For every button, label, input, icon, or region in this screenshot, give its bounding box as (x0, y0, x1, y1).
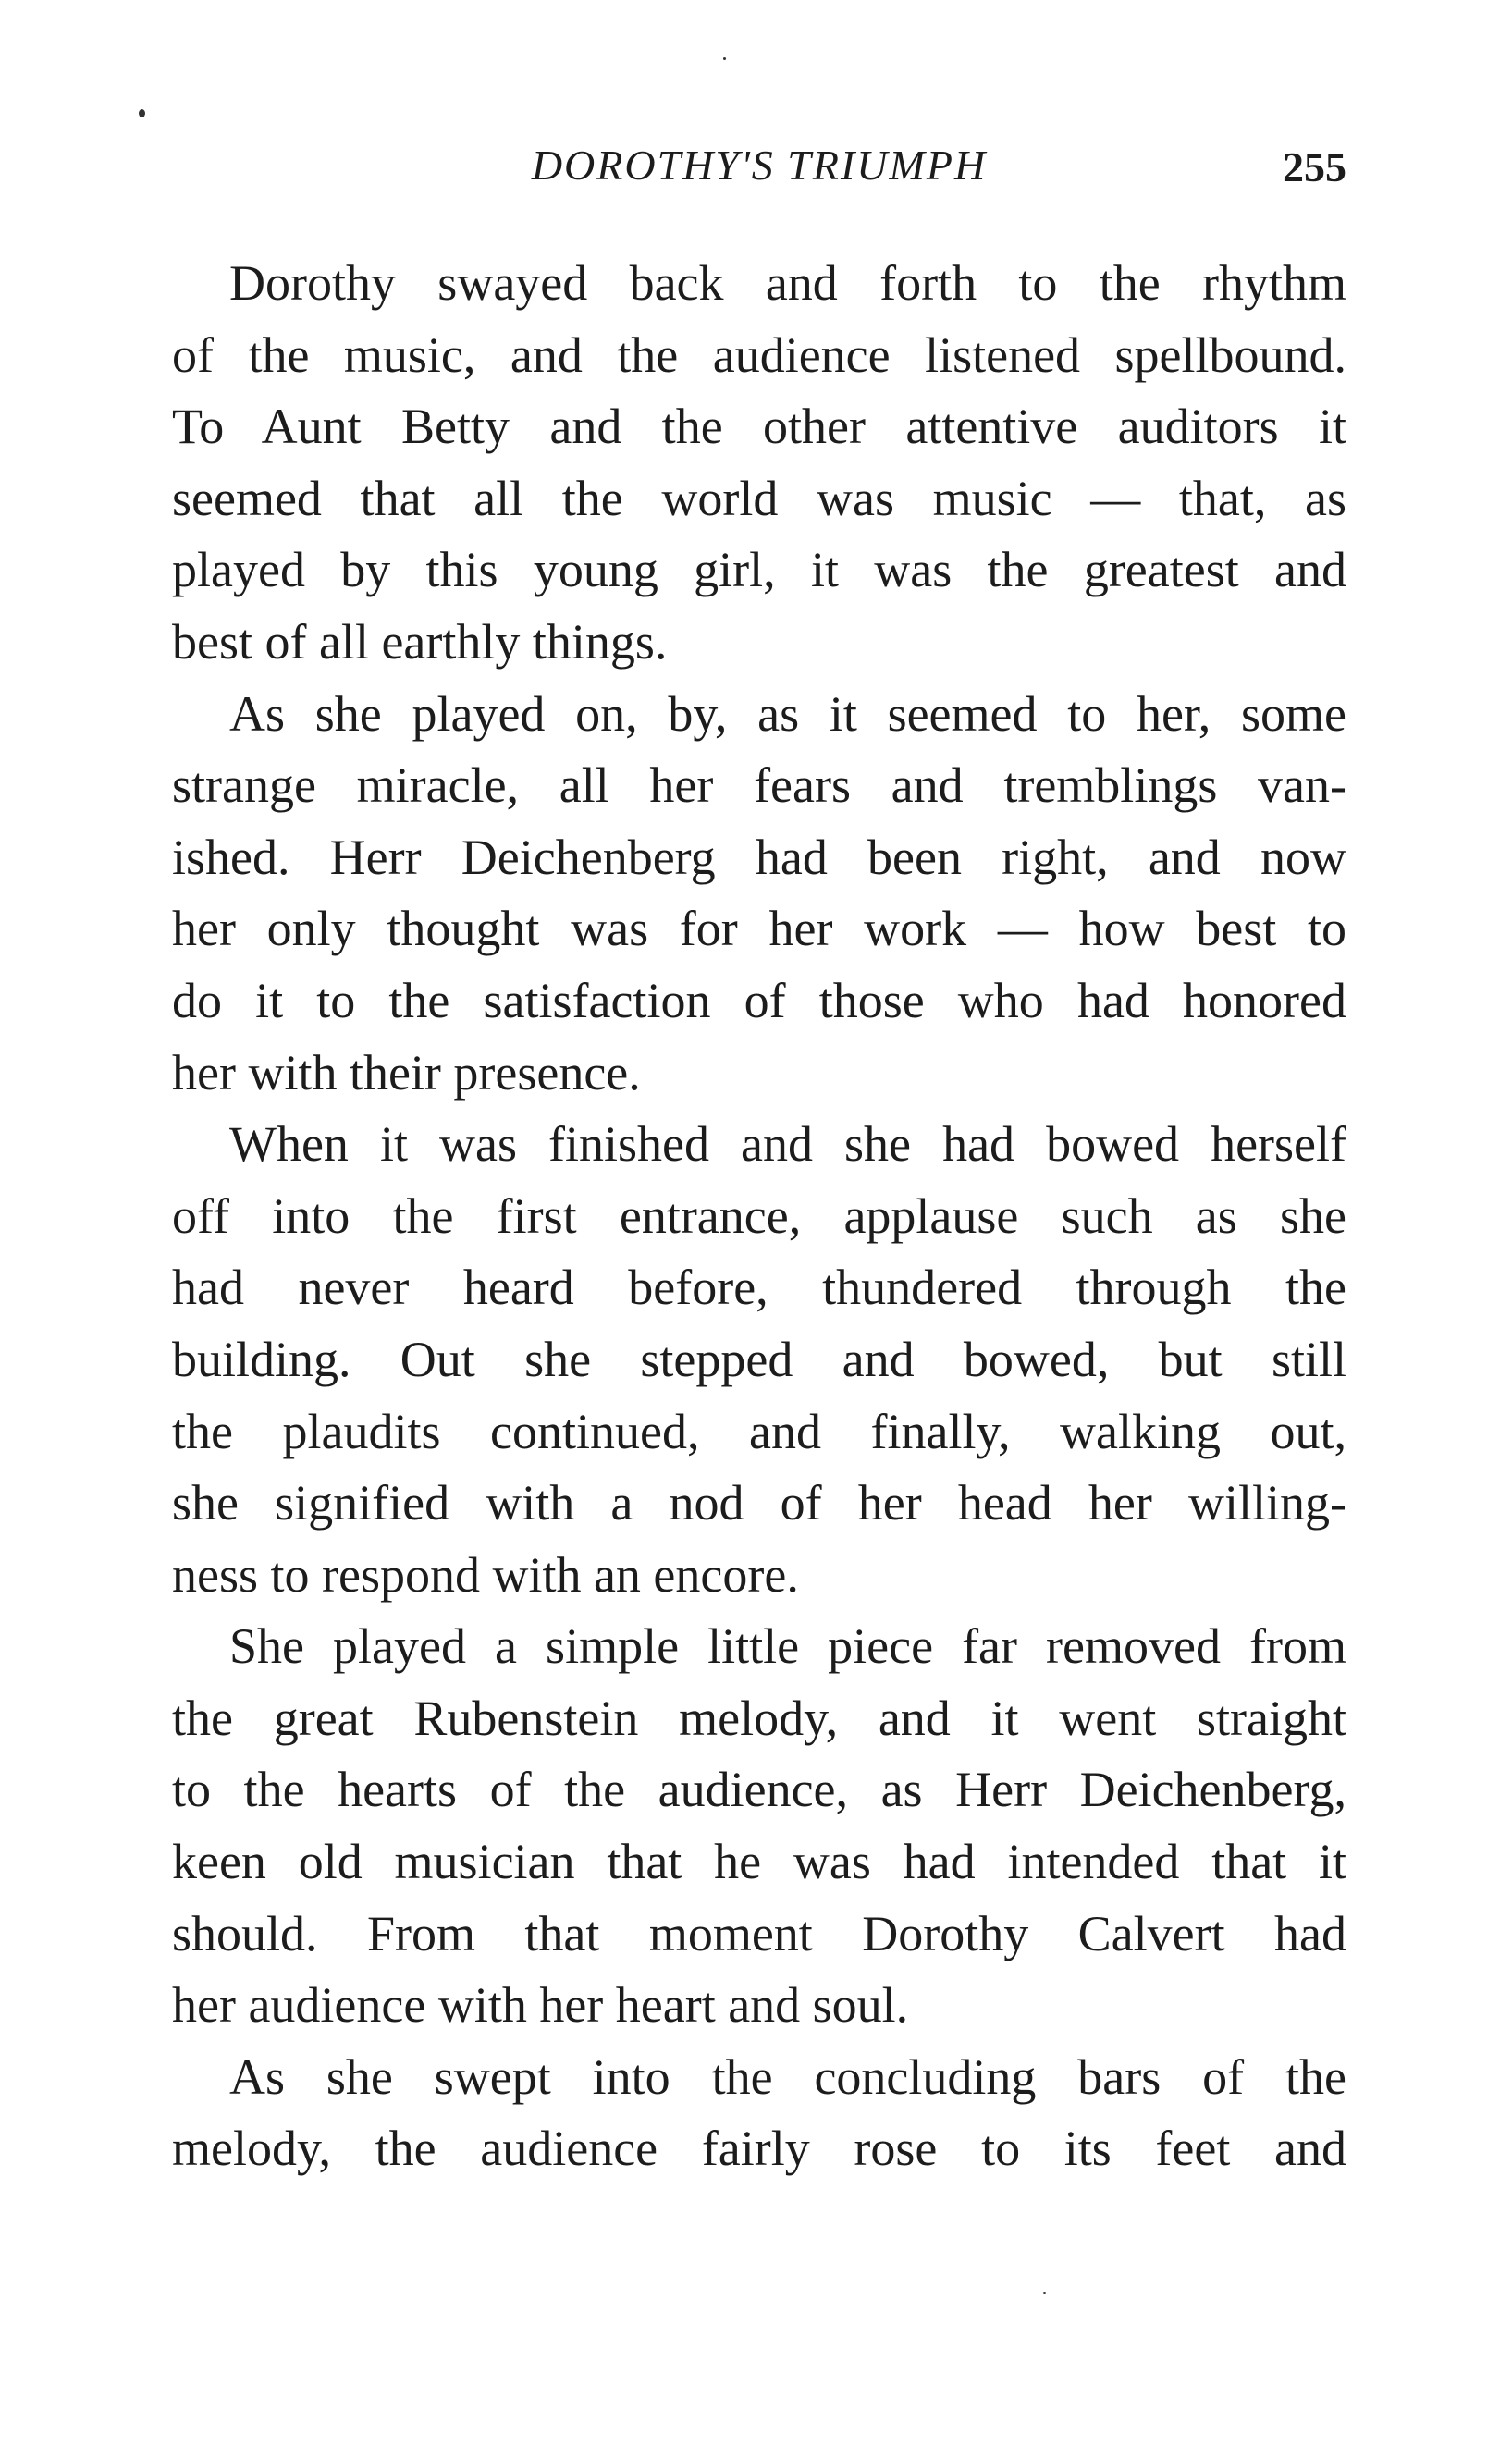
text-line: When it was finished and she had bowed herself (229, 1116, 1346, 1173)
paragraph (172, 679, 1346, 1110)
text-line: As she played on, by, as it seemed to her, some (229, 685, 1346, 742)
paragraph (172, 1109, 1346, 1611)
scan-speck (1043, 2292, 1046, 2294)
text-line: had never heard before, thundered through the (172, 1260, 1346, 1316)
text-line: the great Rubenstein melody, and it went straight (172, 1690, 1346, 1746)
text-line: off into the first entrance, applause such as she (172, 1187, 1346, 1244)
text-line: she signified with a nod of her head her willing- (172, 1475, 1346, 1531)
text-line: her with their presence. (172, 1044, 641, 1101)
text-line: To Aunt Betty and the other attentive auditors it (172, 399, 1346, 455)
text-line: played by this young girl, it was the greatest and (172, 542, 1346, 598)
text-line: ished. Herr Deichenberg had been right, and now (172, 829, 1346, 885)
text-line: As she swept into the concluding bars of the (229, 2048, 1346, 2105)
text-line: keen old musician that he was had intended that it (172, 1834, 1346, 1890)
running-title: DOROTHY'S TRIUMPH (531, 141, 988, 189)
text-line: Dorothy swayed back and forth to the rhythm (229, 255, 1346, 311)
paragraph (172, 1611, 1346, 2042)
paragraph (172, 2042, 1346, 2185)
text-line: strange miracle, all her fears and tremblings van- (172, 757, 1346, 814)
text-line: seemed that all the world was music — that, as (172, 470, 1346, 526)
text-line: should. From that moment Dorothy Calvert had (172, 1905, 1346, 1961)
text-line: do it to the satisfaction of those who had honored (172, 972, 1346, 1028)
paragraph (172, 248, 1346, 679)
text-line: building. Out she stepped and bowed, but still (172, 1331, 1346, 1387)
text-line: melody, the audience fairly rose to its feet and (172, 2121, 1346, 2177)
scan-speck (139, 109, 145, 117)
page-number: 255 (1283, 143, 1346, 191)
text-line: the plaudits continued, and finally, walking out, (172, 1403, 1346, 1459)
text-line: ness to respond with an encore. (172, 1546, 799, 1603)
text-line: her only thought was for her work — how best to (172, 901, 1346, 957)
text-line: her audience with her heart and soul. (172, 1977, 909, 2034)
text-line: She played a simple little piece far removed from (229, 1618, 1346, 1675)
text-line: to the hearts of the audience, as Herr Deichenberg, (172, 1762, 1346, 1818)
text-line: best of all earthly things. (172, 613, 668, 670)
text-line: of the music, and the audience listened spellbound. (172, 326, 1346, 383)
page-header (172, 139, 1346, 213)
body-text (172, 248, 1346, 2185)
scan-speck (723, 57, 726, 60)
